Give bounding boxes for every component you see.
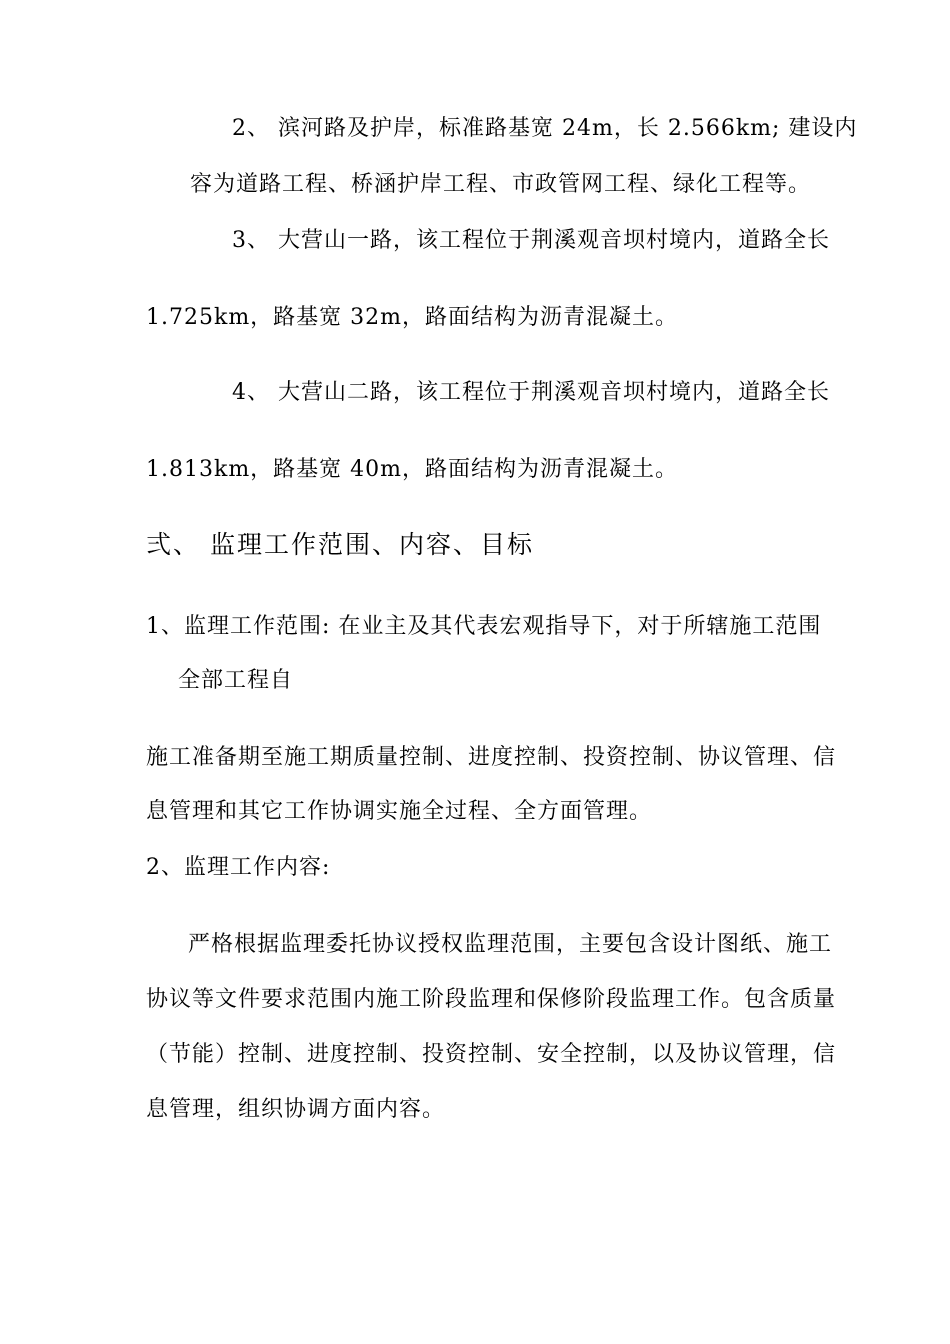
content-paragraph-line-3: （节能）控制、进度控制、投资控制、安全控制，以及协议管理，信 [146, 1042, 837, 1067]
item-2-line-1: 2、 滨河路及护岸，标准路基宽 24m，长 2.566km; 建设内 [232, 116, 858, 141]
section-heading: 弍、 监理工作范围、内容、目标 [146, 530, 534, 559]
item-2-line-2: 容为道路工程、桥涵护岸工程、市政管网工程、绿化工程等。 [190, 172, 812, 197]
scope-line-1: 1、监理工作范围: 在业主及其代表宏观指导下，对于所辖施工范围 [146, 614, 822, 639]
item-4-line-2: 1.813km，路基宽 40m，路面结构为沥青混凝土。 [146, 457, 679, 482]
item-4-line-1: 4、 大营山二路，该工程位于荆溪观音坝村境内，道路全长 [232, 380, 830, 405]
content-paragraph-line-1: 严格根据监理委托协议授权监理范围，主要包含设计图纸、施工 [188, 932, 833, 957]
item-3-line-1: 3、 大营山一路，该工程位于荆溪观音坝村境内，道路全长 [232, 228, 830, 253]
content-paragraph-line-2: 协议等文件要求范围内施工阶段监理和保修阶段监理工作。包含质量 [146, 987, 837, 1012]
content-paragraph-line-4: 息管理，组织协调方面内容。 [146, 1097, 446, 1122]
scope-line-2: 全部工程自 [178, 668, 294, 693]
scope-line-4: 息管理和其它工作协调实施全过程、全方面管理。 [146, 799, 653, 824]
content-title: 2、监理工作内容: [146, 855, 331, 880]
item-3-line-2: 1.725km，路基宽 32m，路面结构为沥青混凝土。 [146, 305, 679, 330]
scope-line-3: 施工准备期至施工期质量控制、进度控制、投资控制、协议管理、信 [146, 745, 837, 770]
